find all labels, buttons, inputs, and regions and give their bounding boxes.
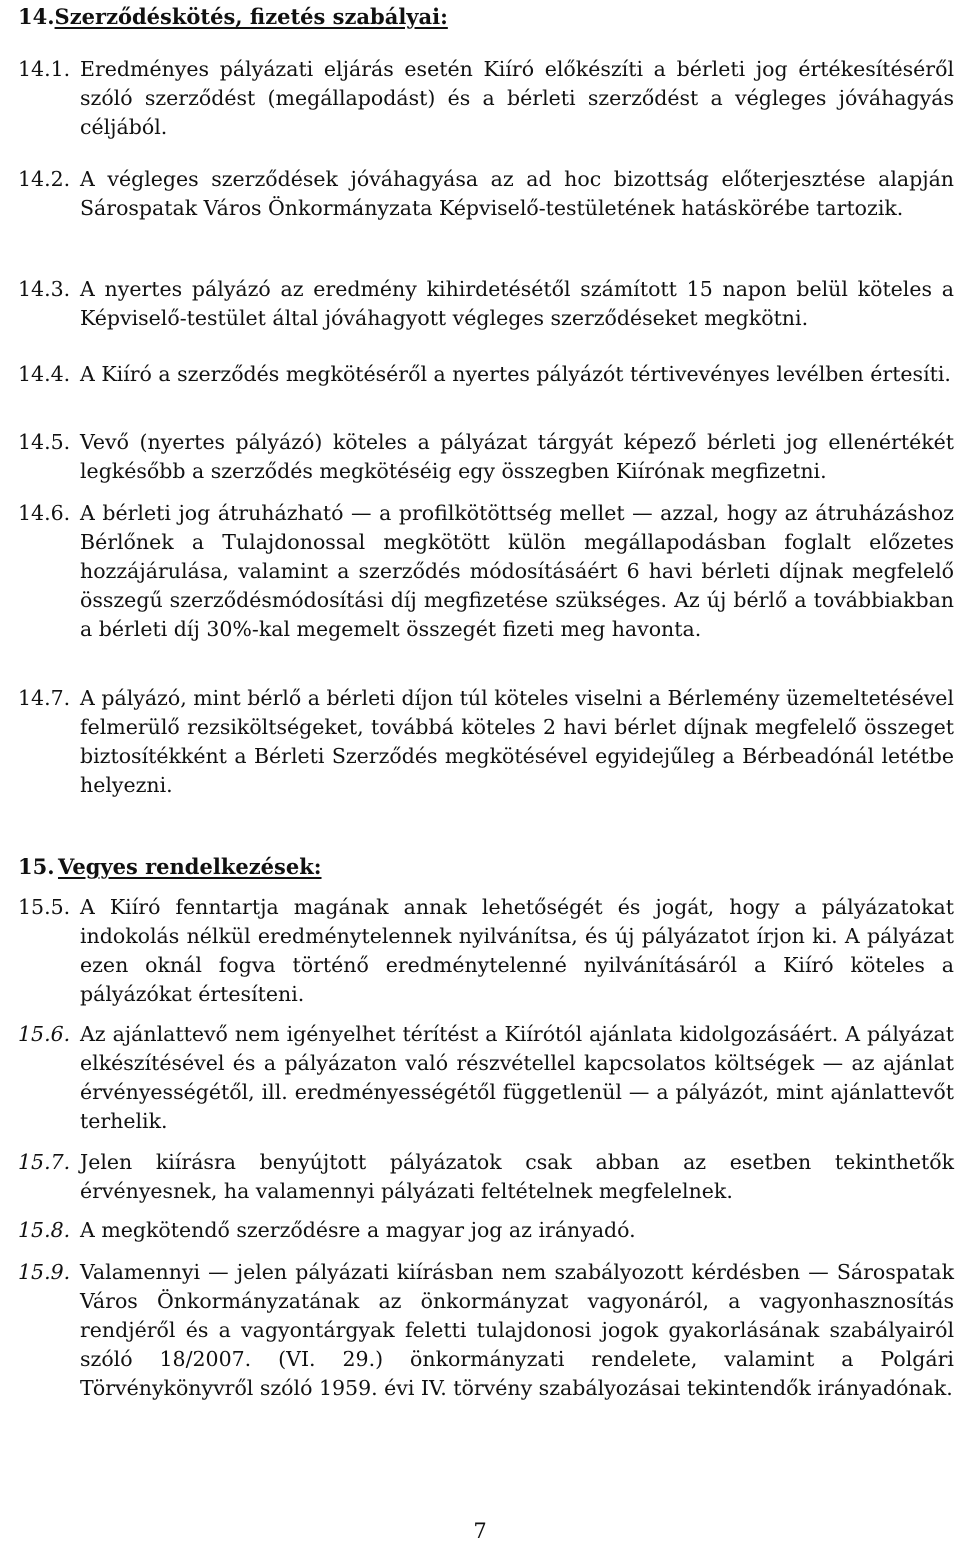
clause-number: 15.6. bbox=[18, 1022, 71, 1046]
clause-15-8 bbox=[18, 1216, 954, 1245]
clause-number: 14.7. bbox=[18, 686, 71, 710]
clause-14-2 bbox=[18, 165, 954, 223]
section-15-title: Vegyes rendelkezések: bbox=[58, 854, 322, 879]
clause-number: 14.3. bbox=[18, 277, 71, 301]
clause-number: 14.2. bbox=[18, 167, 71, 191]
clause-text: A bérleti jog átruházható — a profilkötöttség mellet — azzal, hogy az átruházáshoz Bérlőnek a Tulajdonossal megkötött külön megállapodásban foglalt előzetes hozzájárulása, valamint a szerződés módosításáért 6 havi bérleti díjnak megfelelő összegű szerződésmódosítási díj megfizetése szükséges. Az új bérlő a továbbiakban a bérleti díj 30%-kal megemelt összegét fizeti meg havonta. bbox=[80, 501, 954, 641]
clause-number: 14.4. bbox=[18, 362, 71, 386]
section-15-heading bbox=[18, 852, 322, 881]
clause-text: A megkötendő szerződésre a magyar jog az irányadó. bbox=[80, 1218, 636, 1242]
clause-14-7 bbox=[18, 684, 954, 800]
clause-number: 15.7. bbox=[18, 1150, 71, 1174]
section-14-title: Szerződéskötés, fizetés szabályai: bbox=[54, 4, 448, 29]
clause-15-9 bbox=[18, 1258, 954, 1403]
clause-text: Az ajánlattevő nem igényelhet térítést a Kiírótól ajánlata kidolgozásáért. A pályázat elkészítésével és a pályázaton való részvétellel kapcsolatos költségek — az ajánlat érvényességétől, ill. eredményességétől függetlenül — a pályázót, mint ajánlattevőt terhelik. bbox=[80, 1022, 954, 1133]
clause-text: Vevő (nyertes pályázó) köteles a pályázat tárgyát képező bérleti jog ellenértékét legkésőbb a szerződés megkötéséig egy összegben Kiírónak megfizetni. bbox=[80, 430, 954, 483]
section-14-heading bbox=[18, 2, 448, 31]
clause-number: 14.5. bbox=[18, 430, 71, 454]
clause-14-6 bbox=[18, 499, 954, 644]
clause-15-6 bbox=[18, 1020, 954, 1136]
clause-14-3 bbox=[18, 275, 954, 333]
clause-number: 14.1. bbox=[18, 57, 71, 81]
clause-text: Jelen kiírásra benyújtott pályázatok csak abban az esetben tekinthetők érvényesnek, ha valamennyi pályázati feltételnek megfelelnek. bbox=[80, 1150, 954, 1203]
clause-14-1 bbox=[18, 55, 954, 142]
clause-14-4 bbox=[18, 360, 954, 389]
clause-15-7 bbox=[18, 1148, 954, 1206]
clause-text: A pályázó, mint bérlő a bérleti díjon túl köteles viselni a Bérlemény üzemeltetésével felmerülő rezsiköltségeket, továbbá köteles 2 havi bérlet díjnak megfelelő összeget biztosítékként a Bérleti Szerződés megkötésével egyidejűleg a Bérbeadónál letétbe helyezni. bbox=[80, 686, 954, 797]
clause-text: A Kiíró fenntartja magának annak lehetőségét és jogát, hogy a pályázatokat indokolás nélkül eredménytelennek nyilvánítsa, és új pályázatot írjon ki. A pályázat ezen oknál fogva történő eredménytelenné nyilvánításáról a Kiíró köteles a pályázókat értesíteni. bbox=[80, 895, 954, 1006]
clause-number: 14.6. bbox=[18, 501, 71, 525]
page-number: 7 bbox=[473, 1519, 487, 1543]
clause-text: A Kiíró a szerződés megkötéséről a nyertes pályázót tértivevényes levélben értesíti. bbox=[80, 362, 951, 386]
clause-number: 15.8. bbox=[18, 1218, 71, 1242]
clause-text: Eredményes pályázati eljárás esetén Kiíró előkészíti a bérleti jog értékesítéséről szóló szerződést (megállapodást) és a bérleti szerződést a végleges jóváhagyás céljából. bbox=[80, 57, 954, 139]
section-14-number: 14. bbox=[18, 4, 55, 29]
clause-text: A végleges szerződések jóváhagyása az ad hoc bizottság előterjesztése alapján Sárospatak Város Önkormányzata Képviselő-testületének hatáskörébe tartozik. bbox=[80, 167, 954, 220]
clause-text: A nyertes pályázó az eredmény kihirdetésétől számított 15 napon belül köteles a Képviselő-testület által jóváhagyott végleges szerződéseket megkötni. bbox=[80, 277, 954, 330]
clause-14-5 bbox=[18, 428, 954, 486]
clause-number: 15.5. bbox=[18, 895, 71, 919]
section-15-number: 15. bbox=[18, 854, 55, 879]
clause-text: Valamennyi — jelen pályázati kiírásban nem szabályozott kérdésben — Sárospatak Város Önkormányzatának az önkormányzat vagyonáról, a vagyonhasznosítás rendjéről és a vagyontárgyak feletti tulajdonosi jogok gyakorlásának szabályairól szóló 18/2007. (VI. 29.) önkormányzati rendelete, valamint a Polgári Törvénykönyvről szóló 1959. évi IV. törvény szabályozásai tekintendők irányadónak. bbox=[80, 1260, 954, 1400]
clause-number: 15.9. bbox=[18, 1260, 71, 1284]
clause-15-5 bbox=[18, 893, 954, 1009]
